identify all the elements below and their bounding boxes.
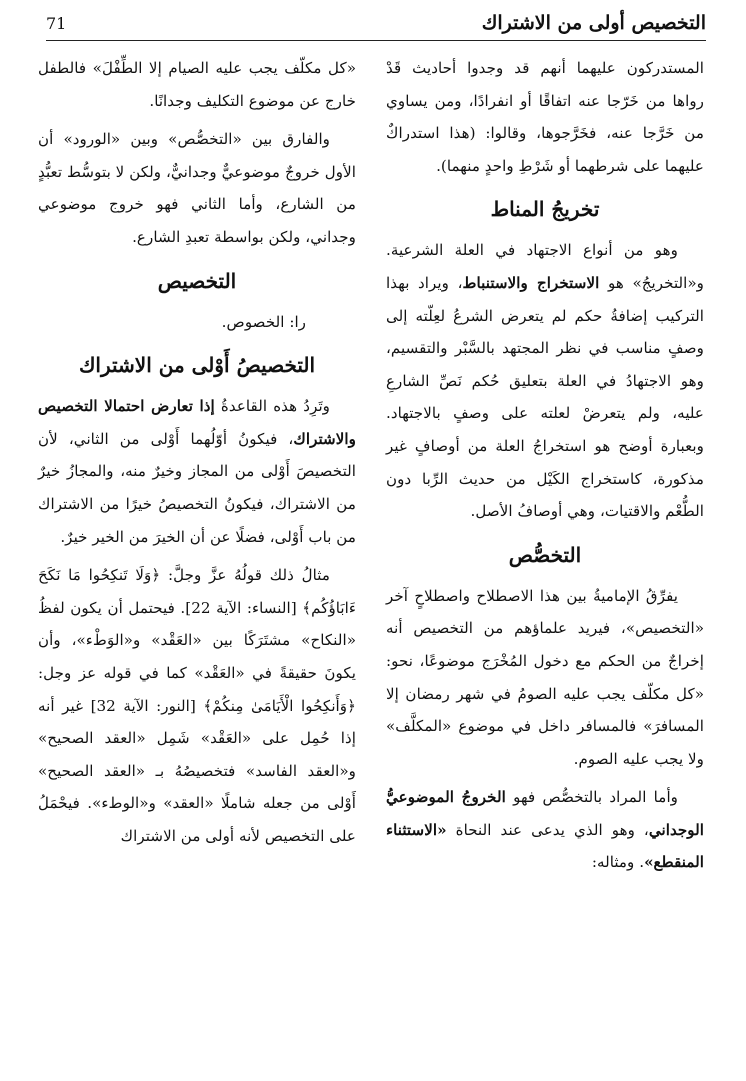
page-header — [46, 8, 706, 41]
cross-reference: را: الخصوص. — [221, 312, 306, 331]
bold-term: الاستخراج والاستنباط — [462, 273, 600, 292]
paragraph: المستدركون عليهما أنهم قد وجدوا أحاديث قَدْ رواها من خَرّجا عنه اتفاقًا أو انفرادًا، ومن يساوي من خَرَّجا عنه، فخَرَّجوها، وقالوا: (هذا استدراكٌ عليهما على شرطهما أو شَرْطِ واحدٍ منهما). — [386, 59, 704, 175]
page-number: 71 — [46, 14, 67, 33]
left-column — [38, 52, 356, 858]
running-title: التخصيص أولى من الاشتراك — [481, 12, 706, 34]
section-heading: التخصيصُ أَوْلى من الاشتراك — [78, 353, 316, 378]
section-heading: تخريجُ المناط — [490, 197, 600, 222]
bold-term: «الاستثناء المنقطع» — [386, 820, 704, 872]
bold-term: الخروجُ الموضوعيُّ الوجداني — [386, 788, 705, 839]
paragraph: يفرِّقُ الإماميةُ بين هذا الاصطلاح واصطلاحٍ آخر «التخصيص»، فيريد علماؤهم من التخصيص أنه إخراجٌ من الحكم مع دخول المُخْرَج موضوعًا، نحو: «كل مكلّف يجب عليه الصومُ في شهر رمضان إلا المسافرَ» فالمسافر داخل في موضوع «المكلَّف» ولا يجب عليه الصوم. — [386, 586, 704, 768]
paragraph: «كل مكلّف يجب عليه الصيام إلا الطِّفْلَ» فالطفل خارج عن موضوع التكليف وجدانًا. — [38, 59, 356, 110]
paragraph: وأما المراد بالتخصُّص فهو الخروجُ الموضوعيُّ الوجداني، وهو الذي يدعى عند النحاة «الاستثناء المنقطع». ومثاله: — [386, 788, 705, 872]
paragraph: وهو من أنواع الاجتهاد في العلة الشرعية. و«التخريجُ» هو الاستخراج والاستنباط، ويراد بهذا التركيب إضافةُ حكم لم يتعرض الشرعُ لعِلّته إلى وصفٍ مناسب في نظر المجتهد بالسَّبْر والتقسيم، وهو الاجتهادُ في العلة بتعليق حُكم نَصِّ الشارعِ عليه، ولم يتعرضْ لعلته على وصفٍ بالاجتهاد. وبعبارة أوضح هو استخراجُ العلة من أوصافٍ غير مذكورة، كاستخراج الكَيْل من حديث الرِّبا دون الطُّعْم والاقتيات، وهي أوصافُ الأصل. — [386, 241, 705, 521]
section-heading: التخصُّص — [508, 542, 582, 567]
paragraph: والفارق بين «التخصُّص» وبين «الورود» أن الأول خروجٌ موضوعيٌّ وجدانيٌّ، ولكن لا بتوسُّط تعبُّدٍ من الشارع، وأما الثاني فهو خروج موضوعي وجداني، ولكن بواسطة تعبدِ الشارع. — [38, 130, 356, 246]
paragraph: وتَرِدُ هذه القاعدةُ إذا تعارض احتمالا التخصيص والاشتراك، فيكونُ أوّلُهما أَوْلى من الثاني، لأن التخصيصَ أَوْلى من المجاز وخيرٌ منه، والمجازُ خيرٌ من الاشتراك، فيكونُ التخصيصُ خيرًا من الاشتراك من باب أَوْلى، فضلًا عن أن الخيرَ من الخير خيرٌ. — [38, 397, 356, 546]
right-column — [386, 52, 704, 885]
section-heading: التخصيص — [157, 268, 237, 293]
paragraph: مثالُ ذلك قولُهُ عزَّ وجلَّ: ﴿وَلَا تَنكِحُوا مَا نَكَحَ ءَابَاؤُكُم﴾ [النساء: الآية 22]. فيحتمل أن يكون لفظُ «النكاح» مشتَرَكًا بين «العَقْد» و«الوَطْء»، وأن يكونَ حقيقةً في «العَقْد» كما في قوله عز وجل: ﴿وَأَنكِحُوا الْأَيَامَىٰ مِنكُمْ﴾ [النور: الآية 32] غير أنه إذا حُمِل على «العَقْد» شَمِل «العقد الصحيح» و«العقد الفاسد» فتخصيصُهُ بـ «العقد الصحيح» أَوْلى من جعله شاملًا «العقد» و«الوطء». فيحْمَلُ على التخصيص لأنه أولى من الاشتراك — [38, 566, 356, 845]
bold-term: إذا تعارض احتمالا التخصيص والاشتراك — [38, 397, 356, 448]
